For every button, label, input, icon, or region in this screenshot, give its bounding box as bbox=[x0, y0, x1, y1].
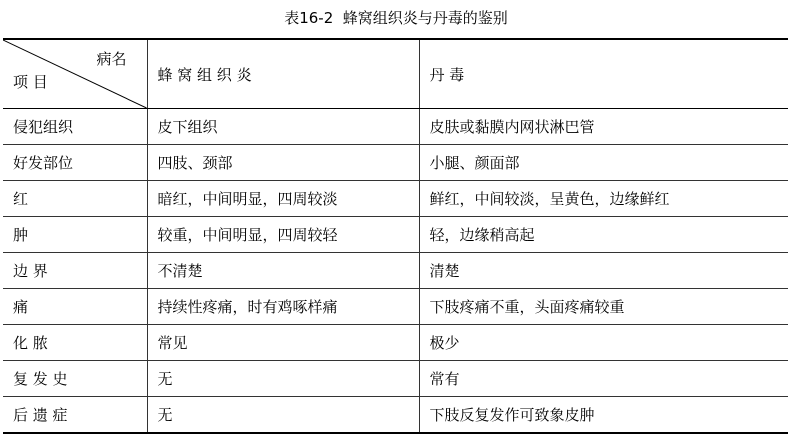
cellulitis-cell: 暗红，中间明显，四周较淡 bbox=[147, 181, 419, 217]
erysipelas-cell: 皮肤或黏膜内网状淋巴管 bbox=[419, 109, 788, 145]
cellulitis-cell: 不清楚 bbox=[147, 253, 419, 289]
erysipelas-cell: 清楚 bbox=[419, 253, 788, 289]
row-item-cell: 好发部位 bbox=[3, 145, 147, 181]
table-row bbox=[3, 181, 788, 217]
cellulitis-cell: 无 bbox=[147, 397, 419, 434]
cellulitis-cell: 常见 bbox=[147, 325, 419, 361]
erysipelas-cell: 鲜红，中间较淡，呈黄色，边缘鲜红 bbox=[419, 181, 788, 217]
table-row bbox=[3, 109, 788, 145]
cellulitis-cell: 持续性疼痛，时有鸡啄样痛 bbox=[147, 289, 419, 325]
header-cellulitis: 蜂 窝 组 织 炎 bbox=[147, 39, 419, 109]
erysipelas-cell: 小腿、颜面部 bbox=[419, 145, 788, 181]
table-row bbox=[3, 289, 788, 325]
row-item-cell: 痛 bbox=[3, 289, 147, 325]
erysipelas-cell: 下肢反复发作可致象皮肿 bbox=[419, 397, 788, 434]
diagonal-header-cell bbox=[3, 39, 147, 109]
erysipelas-cell: 轻，边缘稍高起 bbox=[419, 217, 788, 253]
erysipelas-cell: 常有 bbox=[419, 361, 788, 397]
table-caption: 表16-2 蜂窝组织炎与丹毒的鉴别 bbox=[284, 9, 508, 27]
row-item-cell: 侵犯组织 bbox=[3, 109, 147, 145]
erysipelas-cell: 极少 bbox=[419, 325, 788, 361]
table-row bbox=[3, 361, 788, 397]
cellulitis-cell: 较重，中间明显，四周较轻 bbox=[147, 217, 419, 253]
row-item-cell: 后 遗 症 bbox=[3, 397, 147, 434]
table-row bbox=[3, 217, 788, 253]
cellulitis-cell: 皮下组织 bbox=[147, 109, 419, 145]
row-item-cell: 化 脓 bbox=[3, 325, 147, 361]
row-item-cell: 复 发 史 bbox=[3, 361, 147, 397]
row-item-cell: 边 界 bbox=[3, 253, 147, 289]
table-row bbox=[3, 253, 788, 289]
erysipelas-cell: 下肢疼痛不重，头面疼痛较重 bbox=[419, 289, 788, 325]
table-row bbox=[3, 397, 788, 434]
header-erysipelas: 丹 毒 bbox=[419, 39, 788, 109]
table-row bbox=[3, 325, 788, 361]
header-item-label: 项 目 bbox=[13, 73, 48, 91]
table-row bbox=[3, 145, 788, 181]
table-header-row bbox=[3, 39, 788, 109]
header-disease-label: 病名 bbox=[96, 50, 127, 68]
row-item-cell: 肿 bbox=[3, 217, 147, 253]
cellulitis-cell: 无 bbox=[147, 361, 419, 397]
row-item-cell: 红 bbox=[3, 181, 147, 217]
cellulitis-cell: 四肢、颈部 bbox=[147, 145, 419, 181]
comparison-table bbox=[3, 38, 788, 434]
